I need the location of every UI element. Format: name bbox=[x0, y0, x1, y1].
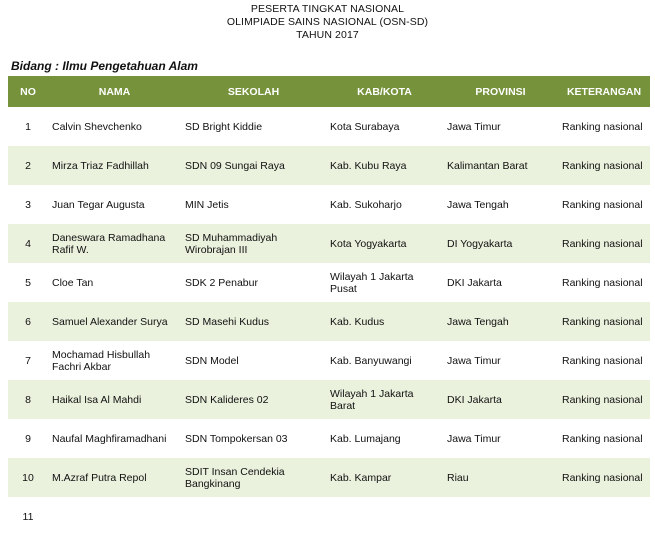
cell-nama: Mochamad Hisbullah Fachri Akbar bbox=[48, 341, 181, 380]
header-line-3: TAHUN 2017 bbox=[296, 29, 359, 41]
cell-kabkota: Kab. Lumajang bbox=[326, 419, 443, 458]
table-row bbox=[8, 263, 650, 302]
cell-sekolah: SDN Model bbox=[181, 341, 326, 380]
cell-provinsi: Jawa Timur bbox=[443, 341, 558, 380]
cell-keterangan: Ranking nasional bbox=[558, 185, 650, 224]
cell-nama: Juan Tegar Augusta bbox=[48, 185, 181, 224]
table-row bbox=[8, 224, 650, 263]
document-header bbox=[0, 3, 655, 42]
column-header-no: NO bbox=[8, 76, 48, 107]
cell-provinsi: DI Yogyakarta bbox=[443, 224, 558, 263]
cell-nama: Daneswara Ramadhana Rafif W. bbox=[48, 224, 181, 263]
cell-nama: Mirza Triaz Fadhillah bbox=[48, 146, 181, 185]
header-line-1: PESERTA TINGKAT NASIONAL bbox=[250, 3, 405, 15]
column-header-nama: NAMA bbox=[48, 76, 181, 107]
cell-no: 4 bbox=[8, 224, 48, 263]
cell-kabkota: Kab. Sukoharjo bbox=[326, 185, 443, 224]
cell-sekolah: SD Bright Kiddie bbox=[181, 107, 326, 146]
cell-no: 9 bbox=[8, 419, 48, 458]
table-row bbox=[8, 497, 650, 536]
table-row bbox=[8, 302, 650, 341]
column-header-kabkota: KAB/KOTA bbox=[326, 76, 443, 107]
header-line-2: OLIMPIADE SAINS NASIONAL (OSN-SD) bbox=[226, 16, 429, 28]
cell-sekolah: SD Muhammadiyah Wirobrajan III bbox=[181, 224, 326, 263]
cell-nama: Haikal Isa Al Mahdi bbox=[48, 380, 181, 419]
cell-keterangan: Ranking nasional bbox=[558, 263, 650, 302]
table-row bbox=[8, 341, 650, 380]
cell-kabkota: Kab. Kudus bbox=[326, 302, 443, 341]
cell-provinsi: Jawa Timur bbox=[443, 107, 558, 146]
cell-nama: Cloe Tan bbox=[48, 263, 181, 302]
cell-no: 11 bbox=[8, 497, 48, 536]
cell-sekolah: SDIT Insan Cendekia Bangkinang bbox=[181, 458, 326, 497]
cell-kabkota: Wilayah 1 Jakarta Pusat bbox=[326, 263, 443, 302]
cell-sekolah: SDK 2 Penabur bbox=[181, 263, 326, 302]
table-row bbox=[8, 419, 650, 458]
cell-no: 6 bbox=[8, 302, 48, 341]
cell-nama: Naufal Maghfiramadhani bbox=[48, 419, 181, 458]
table-row bbox=[8, 458, 650, 497]
cell-provinsi: DKI Jakarta bbox=[443, 380, 558, 419]
cell-sekolah: SD Masehi Kudus bbox=[181, 302, 326, 341]
cell-keterangan: Ranking nasional bbox=[558, 302, 650, 341]
table-row bbox=[8, 146, 650, 185]
cell-kabkota: Kab. Kubu Raya bbox=[326, 146, 443, 185]
cell-keterangan: Ranking nasional bbox=[558, 107, 650, 146]
cell-provinsi: DKI Jakarta bbox=[443, 263, 558, 302]
cell-kabkota bbox=[326, 497, 443, 536]
participants-table bbox=[8, 76, 650, 536]
cell-keterangan: Ranking nasional bbox=[558, 341, 650, 380]
cell-kabkota: Wilayah 1 Jakarta Barat bbox=[326, 380, 443, 419]
cell-no: 8 bbox=[8, 380, 48, 419]
cell-keterangan: Ranking nasional bbox=[558, 380, 650, 419]
column-header-keterangan: KETERANGAN bbox=[558, 76, 650, 107]
cell-sekolah: SDN Tompokersan 03 bbox=[181, 419, 326, 458]
cell-provinsi: Kalimantan Barat bbox=[443, 146, 558, 185]
cell-provinsi: Riau bbox=[443, 458, 558, 497]
cell-no: 3 bbox=[8, 185, 48, 224]
cell-sekolah: SDN 09 Sungai Raya bbox=[181, 146, 326, 185]
cell-provinsi: Jawa Tengah bbox=[443, 302, 558, 341]
cell-nama bbox=[48, 497, 181, 536]
cell-kabkota: Kab. Banyuwangi bbox=[326, 341, 443, 380]
cell-sekolah: MIN Jetis bbox=[181, 185, 326, 224]
cell-nama: Calvin Shevchenko bbox=[48, 107, 181, 146]
cell-no: 1 bbox=[8, 107, 48, 146]
table-row bbox=[8, 107, 650, 146]
cell-sekolah: SDN Kalideres 02 bbox=[181, 380, 326, 419]
cell-nama: M.Azraf Putra Repol bbox=[48, 458, 181, 497]
column-header-sekolah: SEKOLAH bbox=[181, 76, 326, 107]
cell-keterangan bbox=[558, 497, 650, 536]
column-header-provinsi: PROVINSI bbox=[443, 76, 558, 107]
cell-kabkota: Kota Yogyakarta bbox=[326, 224, 443, 263]
table-body bbox=[8, 107, 650, 536]
cell-keterangan: Ranking nasional bbox=[558, 224, 650, 263]
table-row bbox=[8, 380, 650, 419]
cell-kabkota: Kota Surabaya bbox=[326, 107, 443, 146]
cell-kabkota: Kab. Kampar bbox=[326, 458, 443, 497]
cell-keterangan: Ranking nasional bbox=[558, 419, 650, 458]
cell-provinsi: Jawa Tengah bbox=[443, 185, 558, 224]
cell-provinsi: Jawa Timur bbox=[443, 419, 558, 458]
table-header-row bbox=[8, 76, 650, 107]
cell-no: 5 bbox=[8, 263, 48, 302]
cell-no: 10 bbox=[8, 458, 48, 497]
cell-keterangan: Ranking nasional bbox=[558, 146, 650, 185]
bidang-label: Bidang : Ilmu Pengetahuan Alam bbox=[11, 59, 198, 73]
cell-no: 7 bbox=[8, 341, 48, 380]
table-row bbox=[8, 185, 650, 224]
cell-nama: Samuel Alexander Surya bbox=[48, 302, 181, 341]
cell-provinsi bbox=[443, 497, 558, 536]
cell-keterangan: Ranking nasional bbox=[558, 458, 650, 497]
cell-no: 2 bbox=[8, 146, 48, 185]
cell-sekolah bbox=[181, 497, 326, 536]
